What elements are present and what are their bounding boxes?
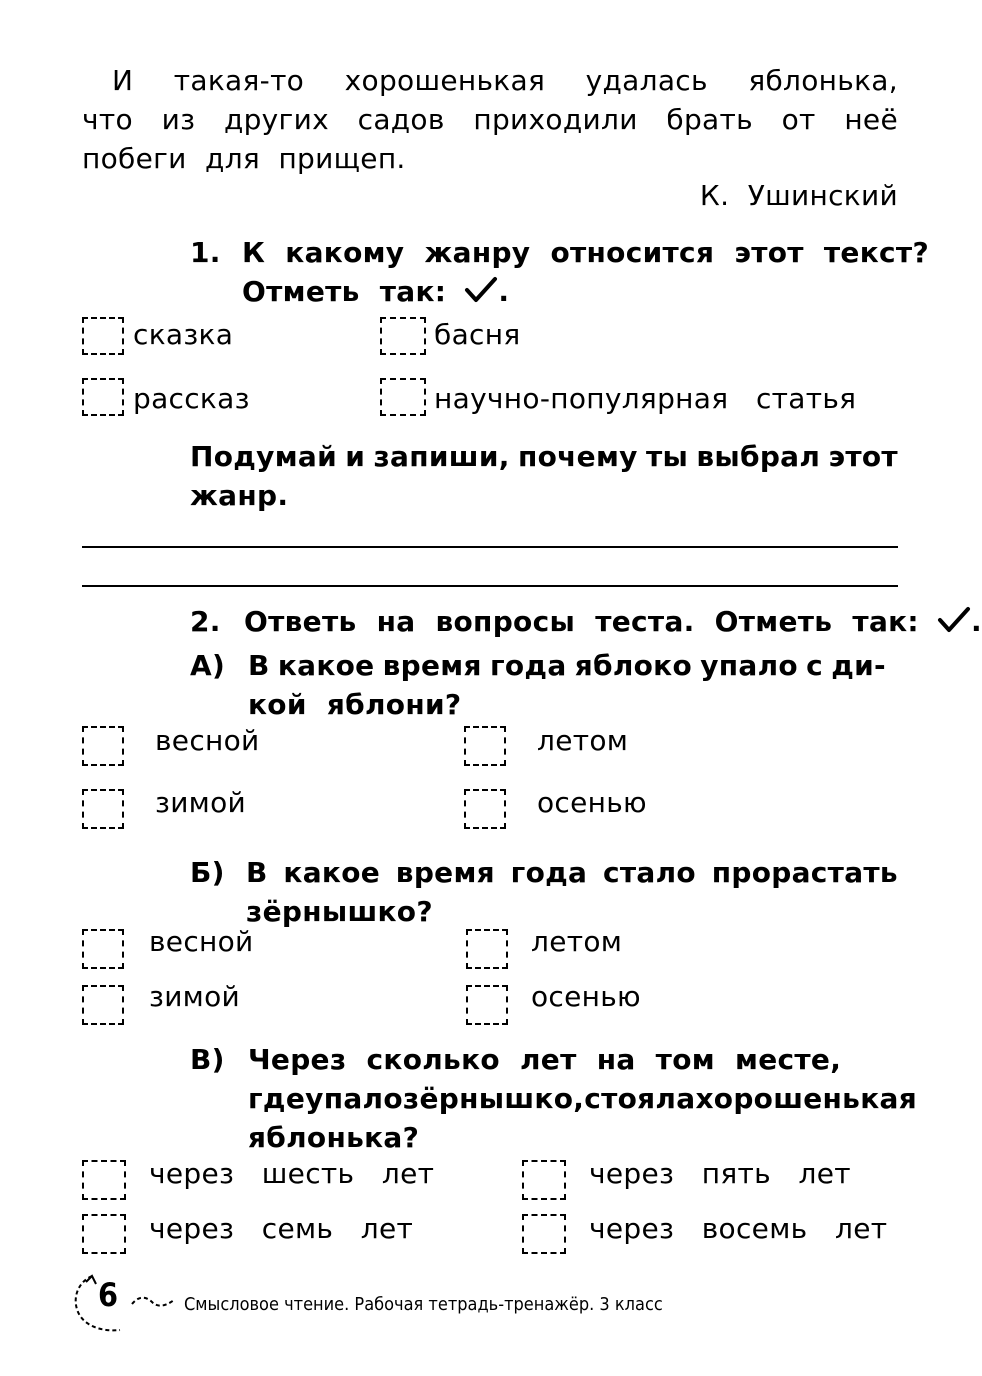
q2c-option-checkbox[interactable] xyxy=(82,1160,126,1200)
q2-number: 2. xyxy=(190,605,221,638)
q2c-option-checkbox[interactable] xyxy=(522,1214,566,1254)
q2b-option-checkbox[interactable] xyxy=(466,985,508,1025)
q2c-word: зёрнышко, xyxy=(402,1082,585,1115)
think-word: и xyxy=(345,440,366,473)
story-word: брать xyxy=(666,103,753,136)
q1-option-label: рассказ xyxy=(133,382,250,415)
q1-think-line-1 xyxy=(190,440,898,473)
q2a-word: В xyxy=(248,649,270,682)
answer-line[interactable] xyxy=(82,585,898,587)
q2a-word: какое xyxy=(277,649,375,682)
think-word: запиши, xyxy=(373,440,510,473)
answer-line[interactable] xyxy=(82,546,898,548)
q2a-word: время xyxy=(382,649,482,682)
story-word: удалась xyxy=(585,64,708,97)
story-word: приходили xyxy=(473,103,638,136)
q2b-option-checkbox[interactable] xyxy=(82,985,124,1025)
q2b-word: какое xyxy=(283,856,381,889)
story-word: садов xyxy=(357,103,445,136)
q2a-word: ди- xyxy=(831,649,886,682)
q2a-option-checkbox[interactable] xyxy=(82,726,124,766)
think-word: ты xyxy=(645,440,689,473)
story-line-2 xyxy=(82,103,898,136)
q2b-option-checkbox[interactable] xyxy=(82,929,124,969)
q2b-word: время xyxy=(395,856,495,889)
q2b-word: стало xyxy=(603,856,696,889)
q2b-word: года xyxy=(510,856,588,889)
q1-question: К какому жанру относится этот текст? xyxy=(242,236,929,269)
q1-instruction-text: Отметь так: xyxy=(242,275,447,308)
q2c-option-label: через семь лет xyxy=(149,1212,414,1245)
q2-instruction xyxy=(244,605,982,638)
q2a-word: с xyxy=(806,649,824,682)
q1-option-checkbox[interactable] xyxy=(380,378,426,416)
q2b-option-label: весной xyxy=(149,925,254,958)
q2b-option-checkbox[interactable] xyxy=(466,929,508,969)
q2a-option-checkbox[interactable] xyxy=(82,789,124,829)
q2a-word: яблоко xyxy=(574,649,693,682)
story-word: неё xyxy=(844,103,898,136)
story-word: такая-то xyxy=(173,64,305,97)
story-word: от xyxy=(781,103,816,136)
page-number: 6 xyxy=(98,1276,119,1314)
q2a-option-label: осенью xyxy=(537,786,647,819)
story-line-3: побеги для прищеп. xyxy=(82,142,406,175)
story-word: других xyxy=(223,103,329,136)
q2-instruction-text: Ответь на вопросы теста. Отметь так: xyxy=(244,605,919,638)
think-word: выбрал xyxy=(696,440,821,473)
q2b-label: Б) xyxy=(190,856,225,889)
q2a-option-label: летом xyxy=(537,724,629,757)
q2c-word: упало xyxy=(305,1082,403,1115)
story-line-1 xyxy=(112,64,898,97)
q1-think-line-2: жанр. xyxy=(190,479,289,512)
q2a-line-1 xyxy=(248,649,886,682)
story-word: И xyxy=(112,64,134,97)
q2b-word: В xyxy=(246,856,268,889)
footer-title: Смысловое чтение. Рабочая тетрадь-тренажёр. 3 класс xyxy=(184,1294,663,1315)
q1-option-label: научно-популярная статья xyxy=(434,382,857,415)
q1-option-label: басня xyxy=(434,318,521,351)
q2b-line-2: зёрнышко? xyxy=(246,895,433,928)
q2c-option-checkbox[interactable] xyxy=(522,1160,566,1200)
q2a-line-2: кой яблони? xyxy=(248,688,462,721)
q2c-line-3: яблонька? xyxy=(248,1121,420,1154)
q2a-option-label: зимой xyxy=(155,786,247,819)
q2b-option-label: летом xyxy=(531,925,623,958)
q2a-word: года xyxy=(489,649,567,682)
q2a-option-checkbox[interactable] xyxy=(464,789,506,829)
q1-number: 1. xyxy=(190,236,221,269)
q2b-word: прорастать xyxy=(711,856,898,889)
q1-option-checkbox[interactable] xyxy=(82,378,124,416)
checkmark-icon xyxy=(937,607,971,633)
q2b-line-1 xyxy=(246,856,898,889)
page-number-swirl-icon xyxy=(70,1272,180,1336)
q2c-word: хорошенькая xyxy=(695,1082,917,1115)
story-word: из xyxy=(161,103,196,136)
q2c-option-label: через пять лет xyxy=(589,1157,851,1190)
q2c-option-label: через восемь лет xyxy=(589,1212,888,1245)
think-word: Подумай xyxy=(190,440,338,473)
q2c-word: стояла xyxy=(584,1082,696,1115)
q2c-line-1: Через сколько лет на том месте, xyxy=(248,1043,842,1076)
story-word: что xyxy=(82,103,133,136)
q1-instruction-dot: . xyxy=(498,275,510,308)
q2c-line-2 xyxy=(248,1082,917,1115)
story-word: хорошенькая xyxy=(344,64,546,97)
q2c-label: В) xyxy=(190,1043,225,1076)
q2c-word: где xyxy=(248,1082,306,1115)
q2b-option-label: осенью xyxy=(531,980,641,1013)
q2a-word: упало xyxy=(700,649,798,682)
story-author: К. Ушинский xyxy=(699,179,898,212)
think-word: почему xyxy=(517,440,638,473)
q1-instruction xyxy=(242,275,509,308)
q2a-label: А) xyxy=(190,649,226,682)
story-word: яблонька, xyxy=(748,64,898,97)
q2a-option-label: весной xyxy=(155,724,260,757)
checkmark-icon xyxy=(464,277,498,303)
q2c-option-checkbox[interactable] xyxy=(82,1214,126,1254)
q1-option-checkbox[interactable] xyxy=(82,317,124,355)
think-word: этот xyxy=(828,440,898,473)
q2-instruction-dot: . xyxy=(971,605,982,638)
q1-option-label: сказка xyxy=(133,318,234,351)
q2a-option-checkbox[interactable] xyxy=(464,726,506,766)
q2b-option-label: зимой xyxy=(149,980,241,1013)
q1-option-checkbox[interactable] xyxy=(380,317,426,355)
q2c-option-label: через шесть лет xyxy=(149,1157,435,1190)
